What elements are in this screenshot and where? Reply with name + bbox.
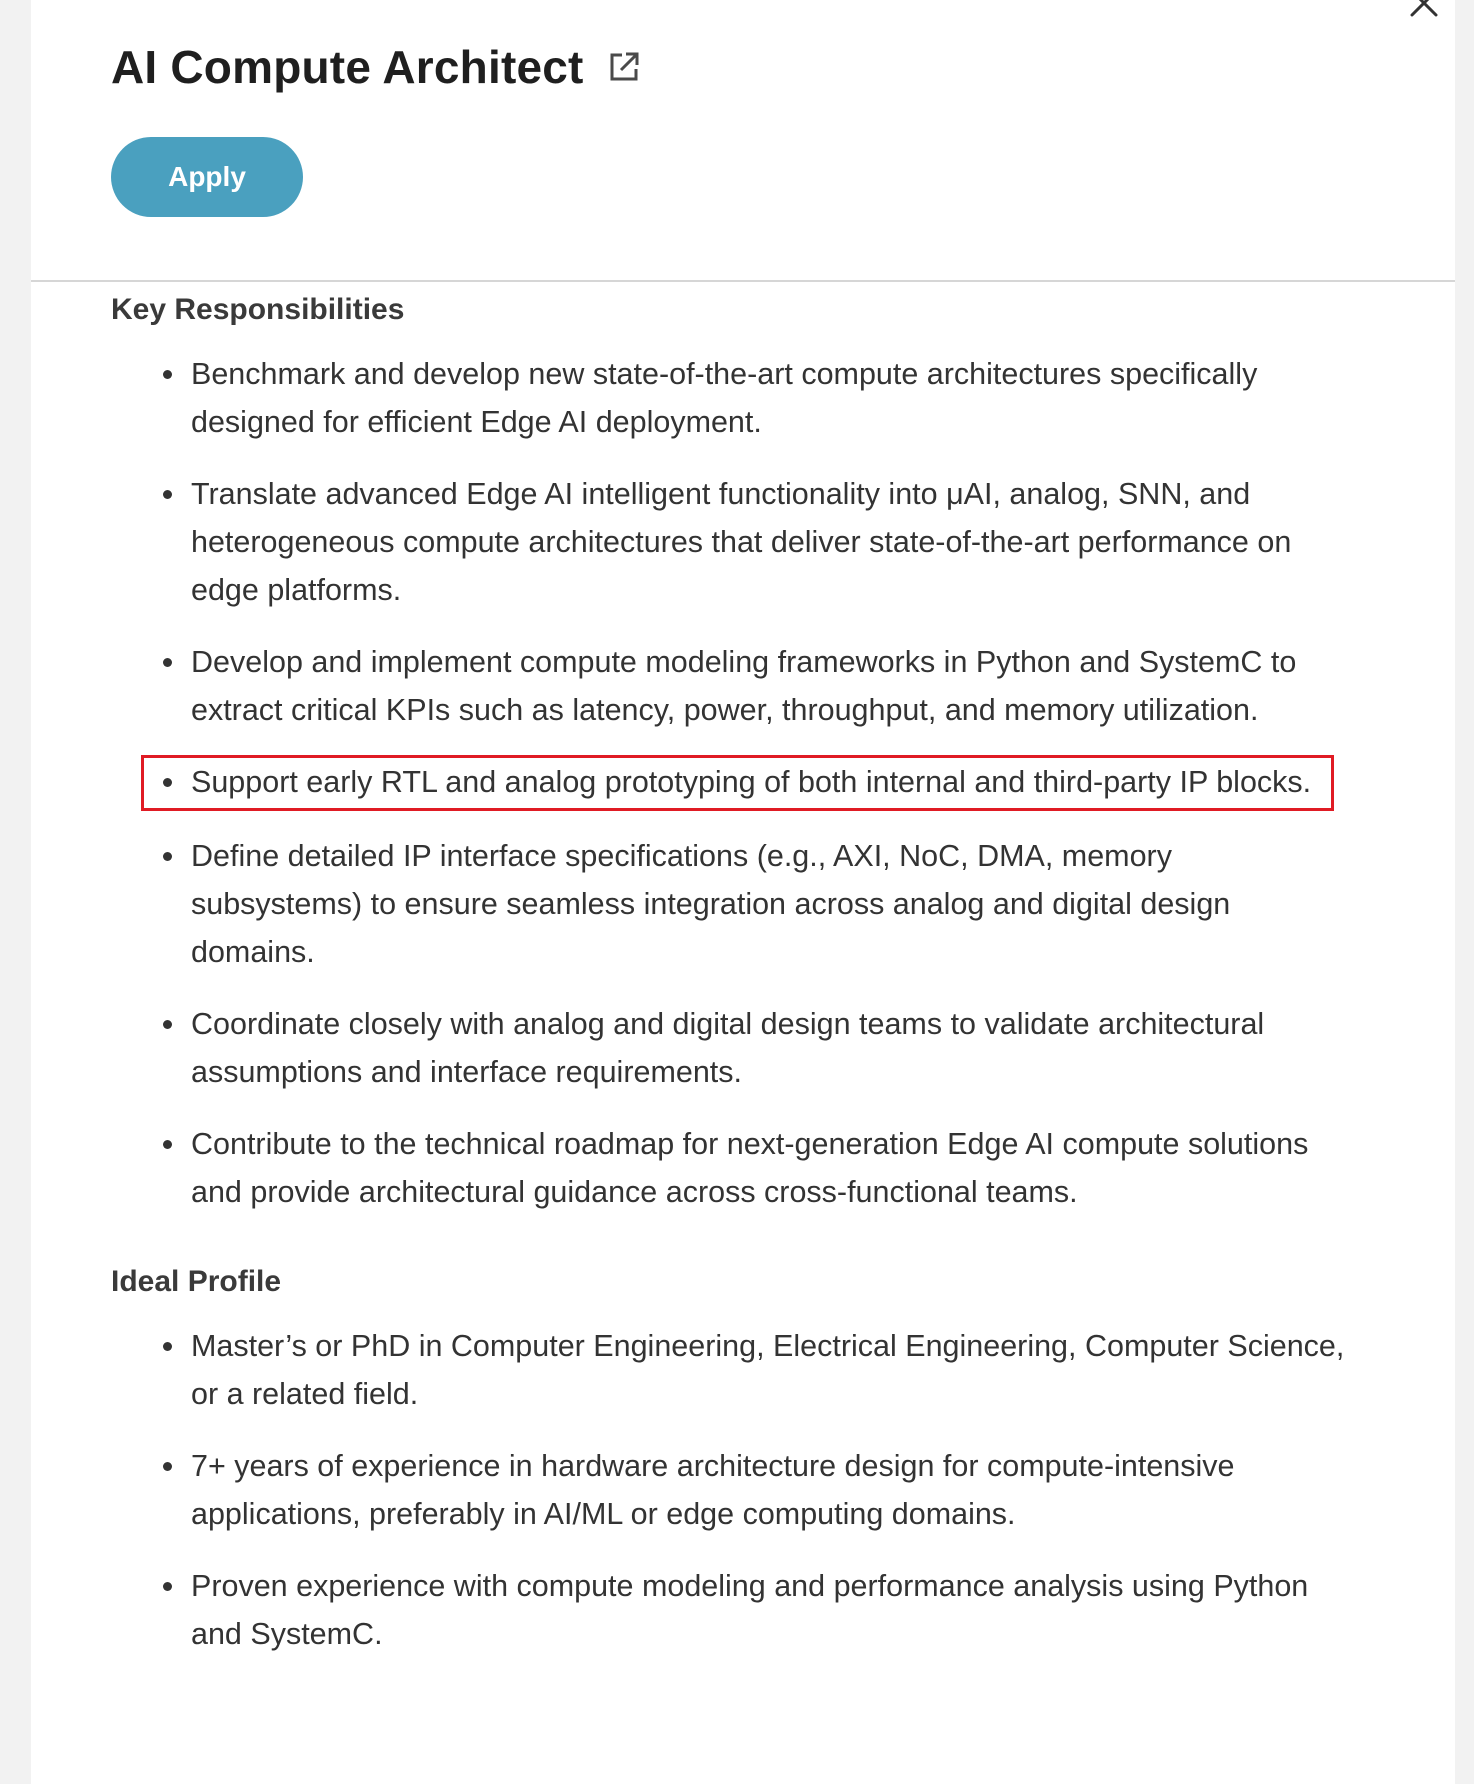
responsibilities-list [111, 350, 1351, 1216]
highlighted-list-item [144, 758, 1331, 808]
section-heading-responsibilities: Key Responsibilities [111, 293, 405, 326]
close-icon[interactable] [1407, 0, 1441, 20]
list-item [111, 470, 1351, 614]
list-item [111, 1562, 1351, 1658]
title-row [111, 40, 640, 94]
job-description [111, 288, 1351, 1682]
list-item-text: Translate advanced Edge AI intelligent functionality into μAI, analog, SNN, and heterogeneous compute architectures that deliver state-of-the-art performance on edge platforms. [191, 477, 1292, 607]
bullet-icon [163, 1342, 172, 1351]
page-title: AI Compute Architect [111, 41, 584, 93]
bullet-icon [163, 778, 172, 787]
list-item-text: Master’s or PhD in Computer Engineering, Electrical Engineering, Computer Science, or a related field. [191, 1329, 1345, 1411]
job-header [31, 0, 1455, 282]
list-item [111, 1000, 1351, 1096]
bullet-icon [163, 1582, 172, 1591]
job-detail-panel [31, 0, 1455, 1784]
list-item [111, 1322, 1351, 1418]
list-item [111, 350, 1351, 446]
profile-list [111, 1322, 1351, 1658]
bullet-icon [163, 658, 172, 667]
list-item-text: Proven experience with compute modeling and performance analysis using Python and SystemC. [191, 1569, 1309, 1651]
bullet-icon [163, 370, 172, 379]
bullet-icon [163, 852, 172, 861]
list-item-text: Define detailed IP interface specifications (e.g., AXI, NoC, DMA, memory subsystems) to ensure seamless integration across analog and digital design domains. [191, 839, 1231, 969]
list-item-text: Coordinate closely with analog and digital design teams to validate architectural assumptions and interface requirements. [191, 1007, 1265, 1089]
bullet-icon [163, 490, 172, 499]
list-item-text: Develop and implement compute modeling frameworks in Python and SystemC to extract critical KPIs such as latency, power, throughput, and memory utilization. [191, 645, 1297, 727]
bullet-icon [163, 1462, 172, 1471]
apply-button[interactable]: Apply [111, 137, 303, 217]
list-item [111, 638, 1351, 734]
list-item-text: Contribute to the technical roadmap for next-generation Edge AI compute solutions and provide architectural guidance across cross-functional teams. [191, 1127, 1309, 1209]
list-item [111, 1120, 1351, 1216]
list-item [111, 1442, 1351, 1538]
external-link-icon[interactable] [608, 51, 640, 83]
list-item-text: Benchmark and develop new state-of-the-art compute architectures specifically designed for efficient Edge AI deployment. [191, 357, 1258, 439]
list-item-text: Support early RTL and analog prototyping of both internal and third-party IP blocks. [191, 765, 1312, 799]
bullet-icon [163, 1020, 172, 1029]
list-item-text: 7+ years of experience in hardware architecture design for compute-intensive applications, preferably in AI/ML or edge computing domains. [191, 1449, 1235, 1531]
list-item [111, 832, 1351, 976]
bullet-icon [163, 1140, 172, 1149]
section-heading-profile: Ideal Profile [111, 1265, 282, 1298]
